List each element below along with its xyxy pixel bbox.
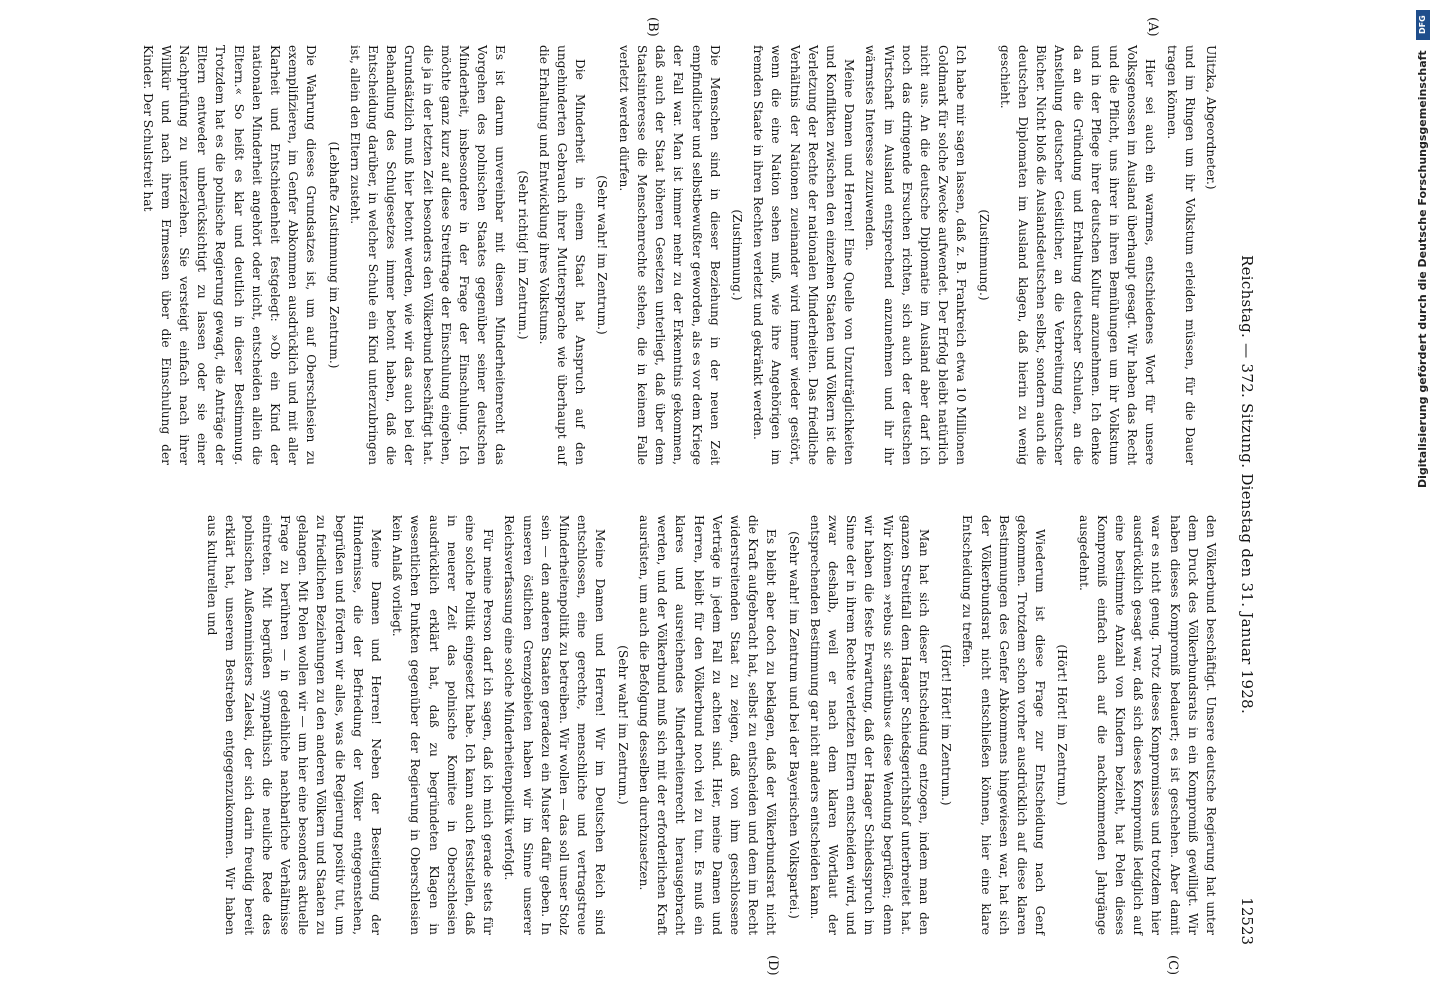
margin-marker-a: (A)	[1145, 17, 1160, 37]
dfg-logo: DFG	[1416, 10, 1430, 40]
interjection: (Lebhafte Zustimmung im Zentrum.)	[326, 141, 341, 369]
paragraph: Für meine Person darf ich sagen, daß ich mich gerade stets für eine solche Politik eingesetzt habe. Ich kann auch feststellen, daß in neuerer Zeit das polnische Komitee in Oberschlesien ausdrücklich erklärt hat, daß zu begründeten Klagen in wesentlichen Punkten gegenüber der Regierung in Oberschlesien kein Anlaß vorliegt.	[390, 515, 496, 935]
interjection: (Sehr wahr! im Zentrum.)	[615, 645, 630, 805]
interjection: (Sehr wahr! im Zentrum.)	[595, 175, 610, 335]
paragraph: Die Menschen sind in dieser Beziehung in der neuen Zeit empfindlicher und selbstbewußter geworden, als es vor dem Kriege der Fall war. Man ist immer mehr zu der Erkenntnis gekommen, daß auch der Staat höheren Gesetzen unterliegt, daß über dem Staatsinteresse die Menschenrechte stehen, die in keinem Falle verletzt werden dürfen.	[616, 45, 722, 465]
interjection: (Hört! Hört! im Zentrum.)	[1055, 644, 1070, 806]
digitization-sidebar	[1412, 10, 1434, 1000]
page-header-title: Reichstag. — 372. Sitzung. Dienstag den 31. Januar 1928.	[1238, 255, 1256, 715]
margin-marker-b: (B)	[645, 17, 660, 37]
paragraph: Die Wahrung dieses Grundsatzes ist, um auf Oberschlesien zu exemplifizieren, im Genfer Abkommen ausdrücklich und mit aller Klarheit und Entschiedenheit festgelegt: »Ob ein Kind der nationalen Minderheit angehört oder nicht, entscheiden allein die Eltern.« So heißt es klar und deutlich in dieser Bestimmung. Trotzdem hat es die polnische Regierung gewagt, die Anträge der Eltern entweder unberücksichtigt zu lassen oder sie einer Nachprüfung zu unterziehen. Sie versteigt einfach nach ihrer Willkür und nach ihrem Ermessen über die Einschulung der Kinder. Der Schulstreit hat	[140, 45, 319, 465]
paragraph: Man hat sich dieser Entscheidung entzogen, indem man den ganzen Streitfall dem Haager Schiedsgerichtshof unterbreitet hat. Wir können »rebus sic stantibus« diese Wendung begrüßen; denn wir haben die feste Erwartung, daß der Haager Schiedsspruch im Sinne der in ihrem Rechte verletzten Eltern entscheiden wird, und zwar deshalb, weil er nach dem klaren Wortlaut der entsprechenden Bestimmung gar nicht anders entscheiden kann.	[807, 515, 931, 935]
page-number: 12523	[1238, 897, 1256, 945]
left-text-column	[135, 45, 1220, 465]
paragraph: Hier sei auch ein warmes, entschiedenes Wort für unsere Volksgenossen im Ausland überhaupt gesagt. Wir haben das Recht und die Pflicht, uns ihrer in ihren Bemühungen um ihr Volkstum und in der Pflege ihrer deutschen Kultur anzunehmen. Ich denke da an die Gründung und Erhaltung deutscher Schulen, an die Anstellung deutscher Geistlicher, an die Verbreitung deutscher Bücher. Nicht bloß die Auslandsdeutschen selbst, sondern auch die deutschen Diplomaten im Ausland klagen, daß hierin zu wenig geschieht.	[997, 45, 1158, 465]
interjection: (Hört! Hört! im Zentrum.)	[939, 644, 954, 806]
interjection: (Zustimmung.)	[976, 209, 991, 301]
paragraph: Ich habe mir sagen lassen, daß z. B. Frankreich etwa 10 Millionen Goldmark für solche Zwecke aufwendet. Der Erfolg bleibt natürlich nicht aus. An die deutsche Diplomatie im Ausland aber darf ich noch das dringende Ersuchen richten, sich auch der deutschen Wirtschaft im Ausland entsprechend anzunehmen und ihr ihr wärmstes Interesse zuzuwenden.	[863, 45, 969, 465]
page-header	[1230, 45, 1260, 945]
margin-marker-d: (D)	[765, 955, 780, 976]
paragraph: Meine Damen und Herren! Wir im Deutschen Reich sind entschlossen, eine gerechte, menschliche und vertragstreue Minderheitenpolitik zu betreiben. Wir wollen — das soll unser Stolz sein — den anderen Staaten geradezu ein Muster dafür geben. In unseren östlichen Grenzgebieten haben wir im Sinne unserer Reichsverfassung eine solche Minderheitenpolitik verfolgt.	[502, 515, 608, 935]
paragraph: Es ist darum unvereinbar mit diesem Minderheitenrecht das Vorgehen des polnischen Staates gegenüber seiner deutschen Minderheit, insbesondere in der Frage der Einschulung. Ich möchte ganz kurz auf diese Streitfrage der Einschulung eingehen, die ja in der letzten Zeit besonders den Völkerbund beschäftigt hat. Grundsätzlich muß hier betont werden, wie wir das auch bei der Behandlung des Schulgesetzes immer betont haben, daß die Entscheidung darüber, in welcher Schule ein Kind unterzubringen ist, allein den Eltern zusteht.	[347, 45, 508, 465]
paragraph: Ulitzka, Abgeordneter.)	[1204, 45, 1218, 190]
digitization-credit: Digitalisierung gefördert durch die Deutsche Forschungsgemeinschaft	[1416, 50, 1429, 488]
margin-marker-c: (C)	[1165, 955, 1180, 976]
interjection: (Sehr richtig! im Zentrum.)	[515, 170, 530, 340]
paragraph: Meine Damen und Herren! Eine Quelle von Unzuträglichkeiten und Konflikten zwischen den einzelnen Staaten und Völkern ist die Verletzung der Rechte der nationalen Minderheiten. Das friedliche Verhältnis der Nationen zueinander wird immer wieder gestört, wenn die eine Nation sehen muß, wie ihre Angehörigen im fremden Staate in ihren Rechten verletzt und gekränkt werden.	[751, 45, 857, 465]
paragraph: den Völkerbund beschäftigt. Unsere deutsche Regierung hat unter dem Druck des Völkerbundsrats in ein Kompromiß gewilligt. Wir haben dieses Kompromiß bedauert; es ist geschehen. Aber damit war es nicht genug. Trotz dieses Kompromisses und trotzdem hier ausdrücklich gesagt war, daß sich dieses Kompromiß lediglich auf eine bestimmte Anzahl von Kindern bezieht, hat Polen dieses Kompromiß einfach auch auf die nachkommenden Jahrgänge ausgedehnt.	[1076, 515, 1218, 935]
paragraph: Meine Damen und Herren! Neben der Beseitigung der Hindernisse, die der Befriedung der Völker entgegenstehen, begrüßen und fördern wir alles, was die Regierung positiv tut, um zu friedlichen Beziehungen zu den anderen Völkern und Staaten zu gelangen. Mit Polen wollen wir — um hier eine besonders aktuelle Frage zu berühren — in gedeihliche nachbarliche Verhältnisse eintreten. Mit begrüßen sympathisch die neuliche Rede des polnischen Außenministers Zaleski, der sich darin freudig bereit erklärt hat, unserem Bestreben entgegenzukommen. Wir haben aus kulturellen und	[205, 515, 384, 935]
paragraph: Es bleibt aber doch zu beklagen, daß der Völkerbundsrat nicht die Kraft aufgebracht hat, selbst zu entscheiden und dem im Recht widerstreitenden Staat zu zeigen, daß von ihm geschlossene Verträge in jedem Fall zu achten sind. Hier, meine Damen und Herren, bleibt für den Völkerbund noch viel zu tun. Es muß ein klares und ausreichendes Minderheitenrecht herausgebracht werden, und der Völkerbund muß sich mit der erforderlichen Kraft ausrüsten, um auch die Befolgung desselben durchzusetzen.	[636, 515, 779, 935]
paragraph: Die Minderheit in einem Staat hat Anspruch auf den ungehinderten Gebrauch ihrer Muttersprache wie überhaupt auf die Erhaltung und Entwicklung ihres Volkstums.	[536, 45, 588, 465]
right-text-column	[200, 515, 1220, 935]
paragraph: und im Ringen um ihr Volkstum erleiden müssen, für die Dauer tragen können.	[1164, 45, 1197, 465]
interjection: (Sehr wahr! im Zentrum und bei der Bayerischen Volkspartei.)	[786, 531, 801, 919]
rotated-page-content	[110, 17, 1260, 976]
paragraph: Wiederum ist diese Frage zur Entscheidung nach Genf gekommen. Trotzdem schon vorher ausdrücklich auf diese klaren Bestimmungen des Genfer Abkommens hingewiesen war, hat sich der Völkerbundsrat nicht entschließen können, hier eine klare Entscheidung zu treffen.	[960, 515, 1048, 935]
interjection: (Zustimmung.)	[729, 209, 744, 301]
